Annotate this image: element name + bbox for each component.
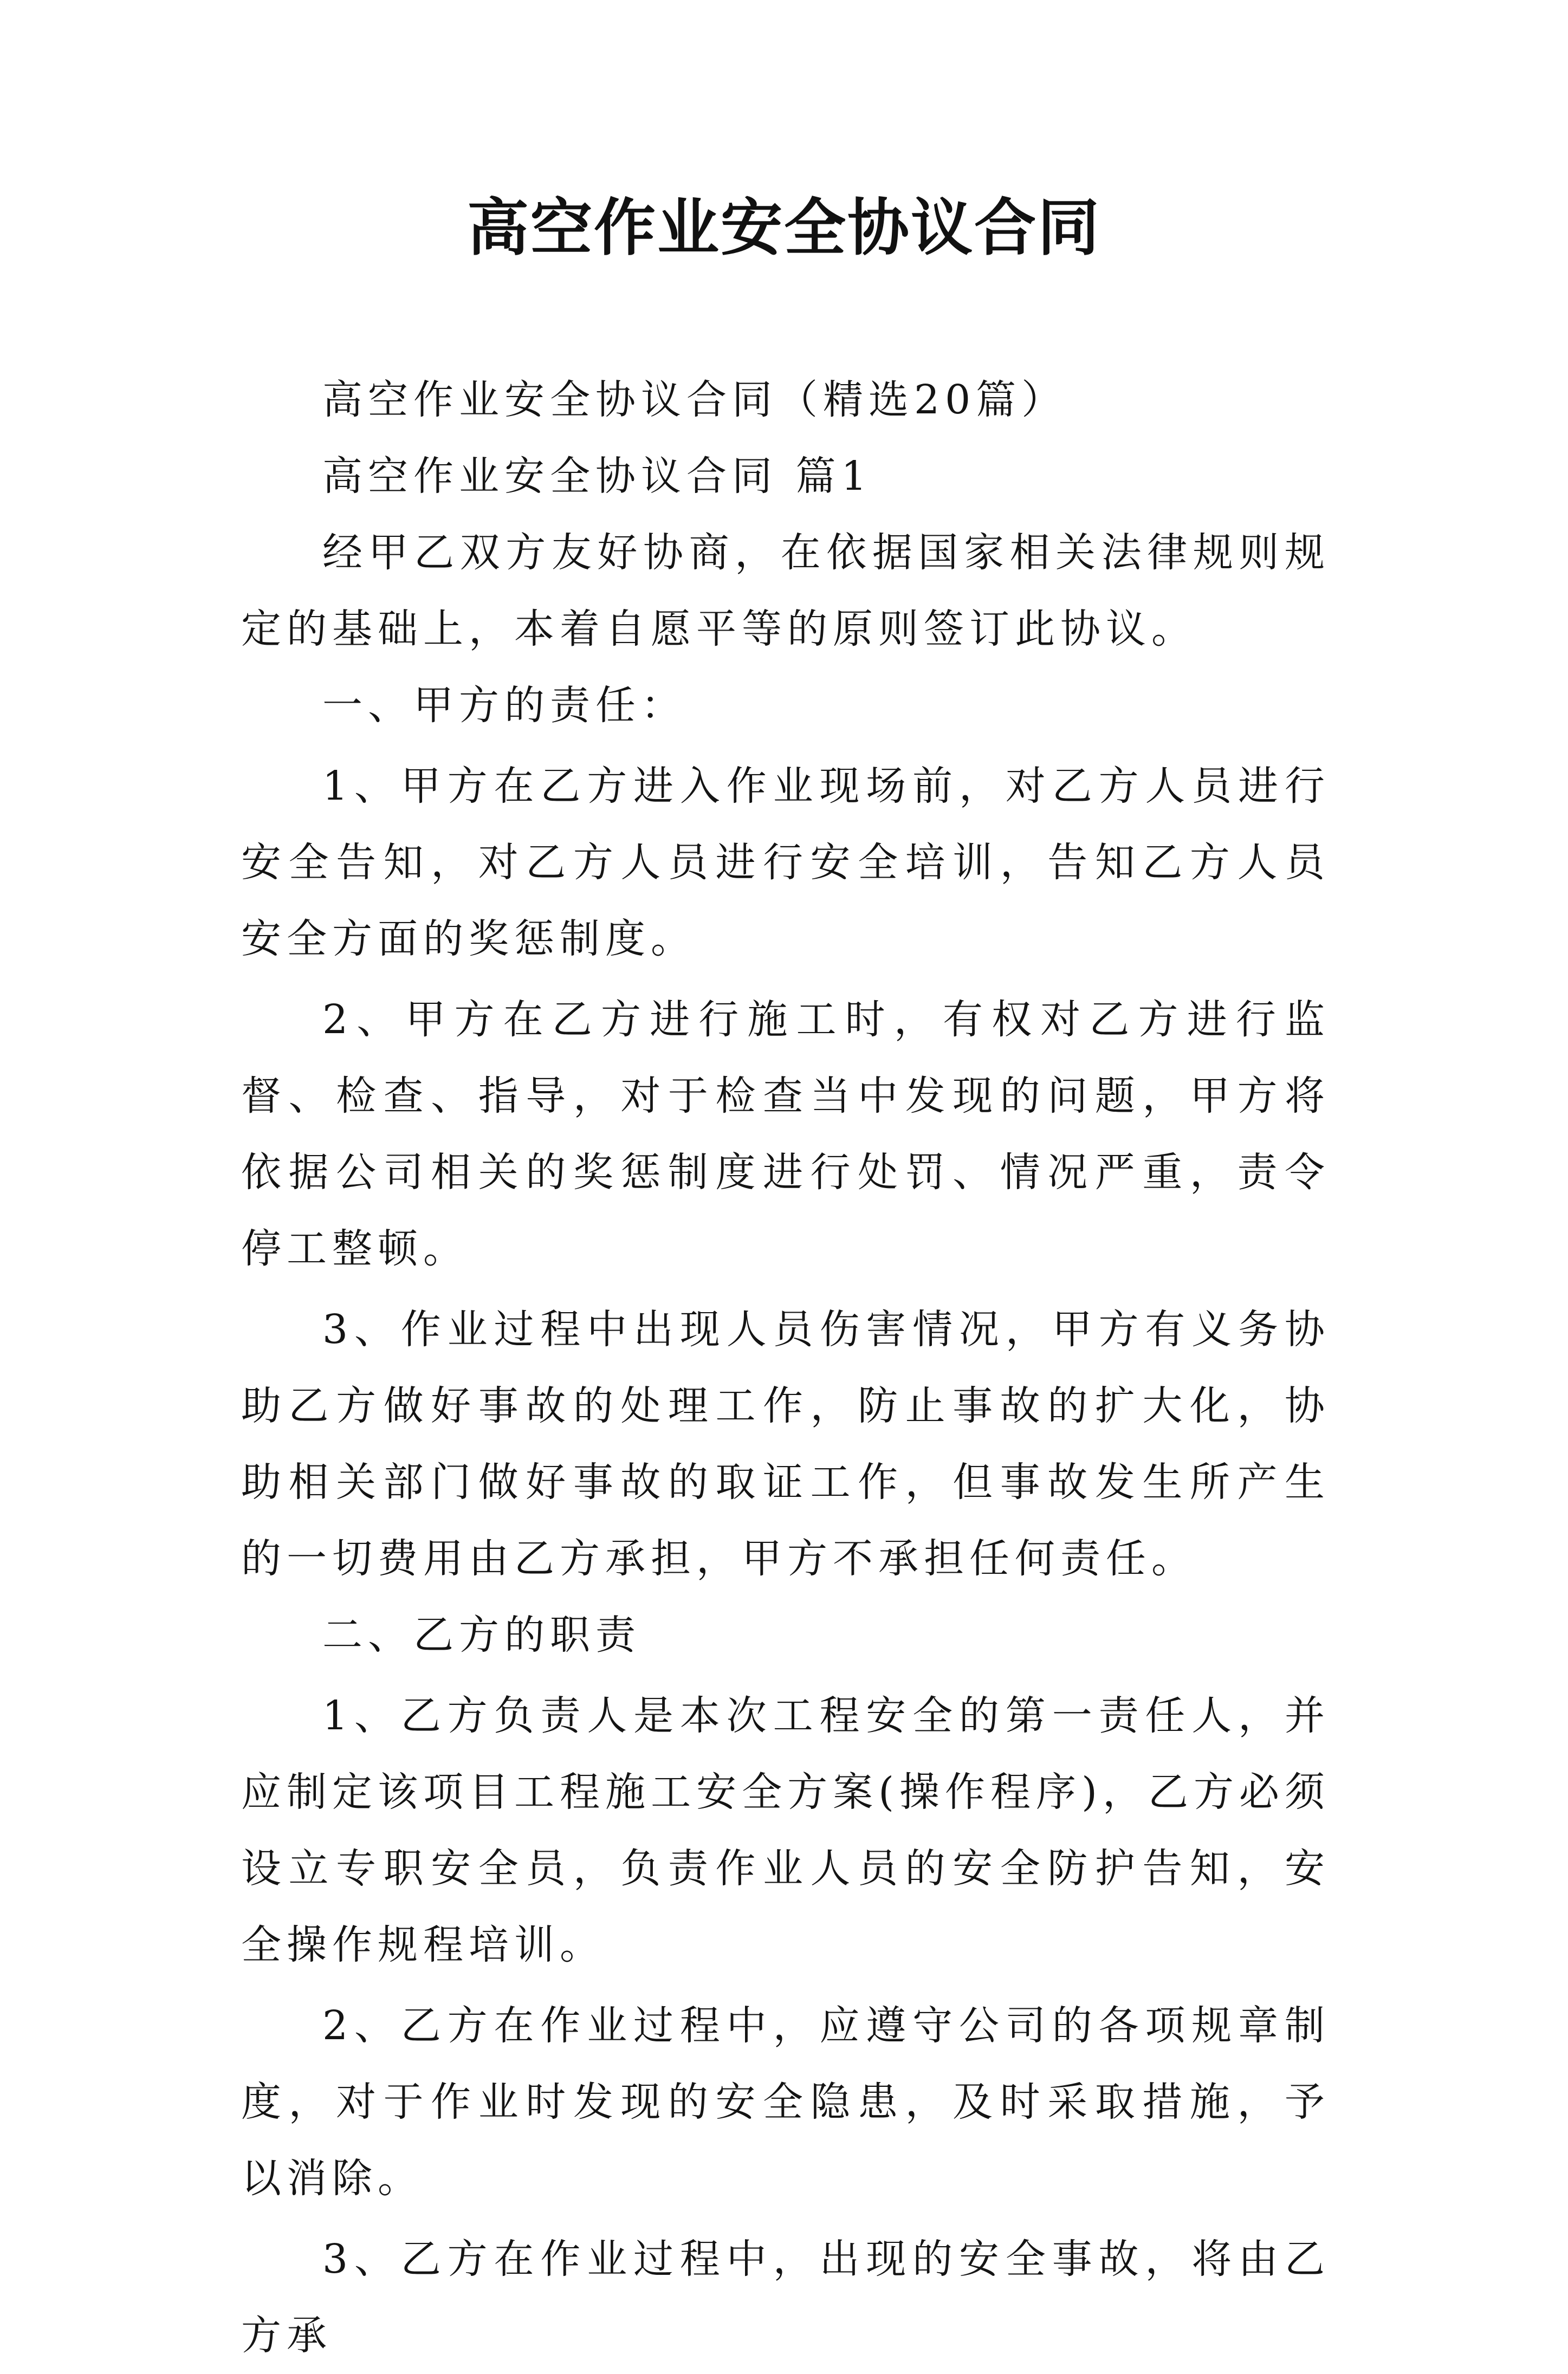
document-title: 高空作业安全协议合同 xyxy=(466,191,1101,264)
paragraph: 2、甲方在乙方进行施工时，有权对乙方进行监督、检查、指导，对于检查当中发现的问题，甲方将依据公司相关的奖惩制度进行处罚、情况严重，责令停工整顿。 xyxy=(241,996,1330,1272)
paragraph: 2、乙方在作业过程中，应遵守公司的各项规章制度，对于作业时发现的安全隐患，及时采取措施，予以消除。 xyxy=(241,2002,1330,2202)
subtitle-paragraph: 高空作业安全协议合同（精选20篇） xyxy=(322,377,1067,423)
paragraph: 3、乙方在作业过程中，出现的安全事故，将由乙方承 xyxy=(241,2236,1330,2359)
section-heading: 高空作业安全协议合同 篇1 xyxy=(322,453,872,500)
paragraph: 经甲乙双方友好协商，在依据国家相关法律规则规定的基础上，本着自愿平等的原则签订此协议。 xyxy=(241,529,1330,652)
document-body xyxy=(241,362,1330,2374)
paragraph: 1、乙方负责人是本次工程安全的第一责任人，并应制定该项目工程施工安全方案(操作程序)，乙方必须设立专职安全员，负责作业人员的安全防护告知，安全操作规程培训。 xyxy=(241,1692,1330,1968)
paragraph: 1、甲方在乙方进入作业现场前，对乙方人员进行安全告知，对乙方人员进行安全培训，告知乙方人员安全方面的奖惩制度。 xyxy=(241,763,1330,962)
paragraph: 3、作业过程中出现人员伤害情况，甲方有义务协助乙方做好事故的处理工作，防止事故的扩大化，协助相关部门做好事故的取证工作，但事故发生所产生的一切费用由乙方承担，甲方不承担任何责任。 xyxy=(241,1306,1330,1582)
party-a-heading: 一、甲方的责任： xyxy=(322,682,686,729)
party-b-heading: 二、乙方的职责 xyxy=(322,1612,641,1658)
